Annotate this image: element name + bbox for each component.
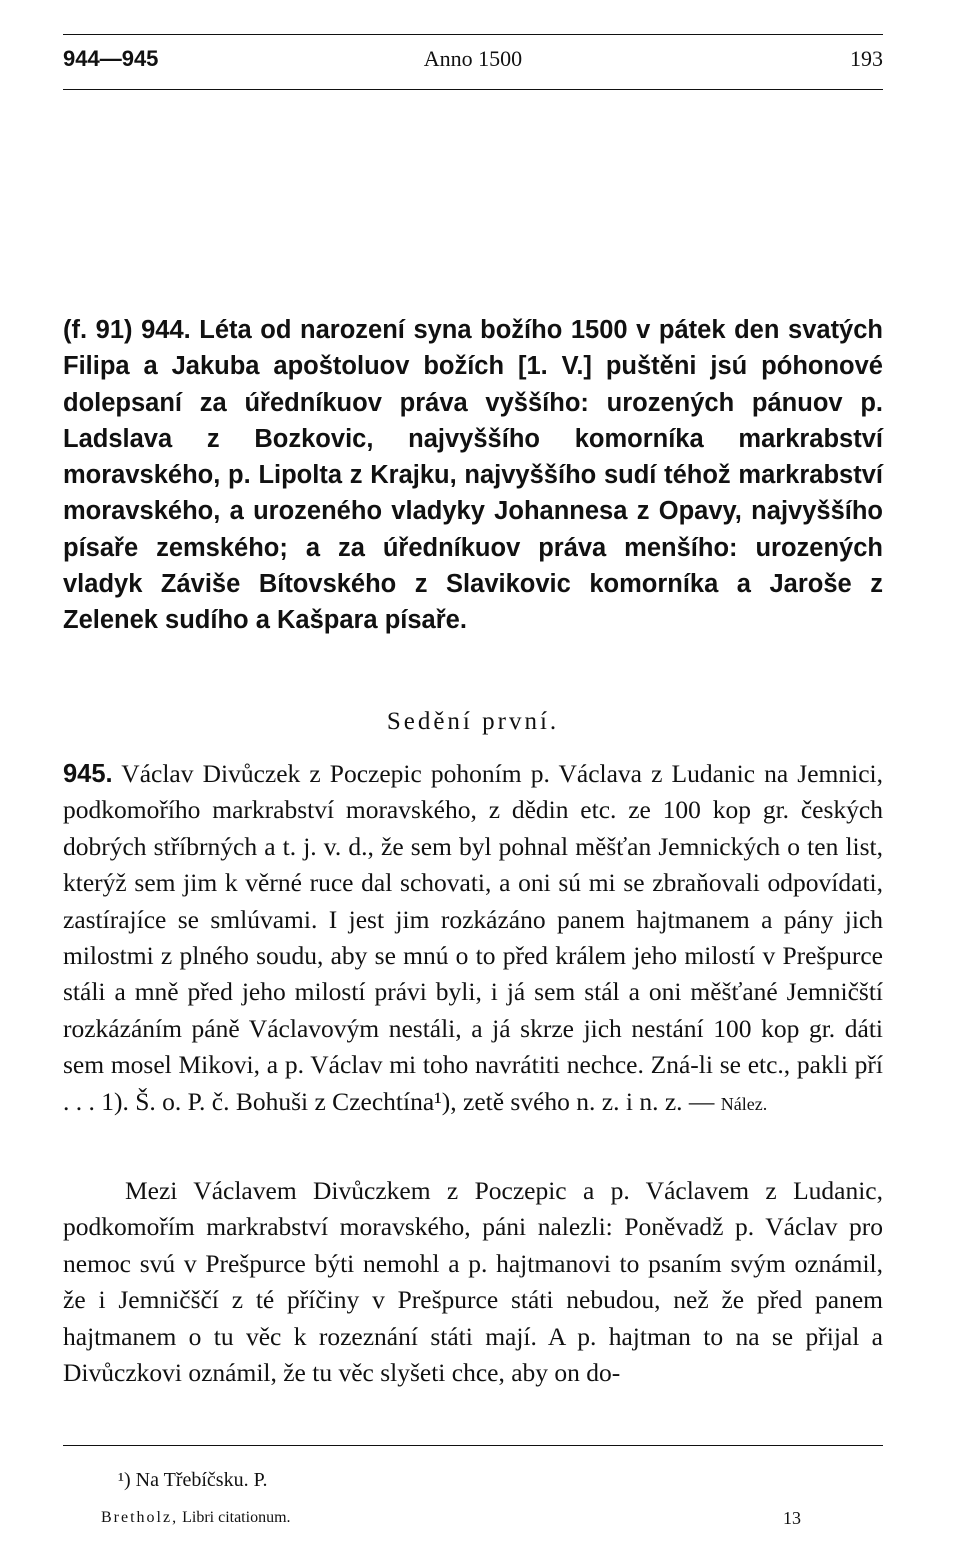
section-heading: Sedění první. <box>386 708 560 735</box>
footer-author: Bretholz, <box>101 1509 179 1526</box>
footnote: ¹) Na Třebíčsku. P. <box>118 1469 268 1491</box>
entry-945-ruling-paragraph: Mezi Václavem Divůczkem z Poczepic a p. Václavem z Ludanic, podkomořím markrabství moravského, páni nalezli: Poněvadž p. Václav pro nemoc svú v Prešpurce býti nemohl a p. hajtmanovi to psaním svým oznámil, že i Jemničščí z té příčiny v Prešpurce státi nebudou, než že před panem hajtmanem o tu věc k rozeznání státi mají. A p. hajtman to na se přijal a Divůczkovi oznámil, že tu věc slyšeti chce, aby on do- <box>63 1176 883 1388</box>
entry-945-number: 945. <box>63 760 113 788</box>
footer-title: Libri citationum. <box>182 1509 291 1526</box>
entry-945-paragraph <box>63 756 883 1122</box>
running-head <box>63 34 883 90</box>
entry-range: 944—945 <box>63 46 159 71</box>
entry-945-verdict-label: Nález. <box>720 1093 768 1114</box>
footer-source <box>101 1506 291 1530</box>
footnote-divider <box>63 1445 883 1446</box>
footer-signature: 13 <box>783 1508 801 1528</box>
entry-945-text: Václav Divůczek z Poczepic pohoním p. Václava z Ludanic na Jemnici, podkomořího markrabství moravského, z dědin etc. ze 100 kop gr. českých dobrých stříbrných a t. j. v. d., že sem byl pohnal měšťan Jemnických o ten list, kterýž sem jim k věrné ruce dal schovati, a oni sú mi se zbraňovali odpovídati, zastírajíce se smlúvami. I jest jim rozkázáno panem hajtmanem a pány jich milostmi z plného soudu, aby se mnú o to před králem jeho milostí v Prešpurce stáli a mně před jeho milostí právi byli, i já sem stál a oni měšťané Jemničští rozkázáním páně Václavovým nestáli, a já skrze jich nestání 100 kop gr. dáti sem mosel Mikovi, a p. Václav mi toho navrátiti nechce. Zná-li se etc., pakli pří . . . 1). Š. o. P. č. Bohuši z Czechtína¹), zetě svého n. z. i n. z. — <box>63 759 883 1116</box>
year-heading: Anno 1500 <box>423 46 523 71</box>
entry-944-paragraph: (f. 91) 944. Léta od narození syna božího 1500 v pátek den svatých Filipa a Jakuba apoštoluov božích [1. V.] puštěni jsú póhonové dolepsaní za úředníkuov práva vyššího: urozených pánuov p. Ladslava z Bozkovic, najvyššího komorníka markrabství moravského, p. Lipolta z Krajku, najvyššího sudí téhož markrabství moravského, a urozeného vladyky Johannesa z Opavy, najvyššího písaře zemského; a za úředníkuov práva menšího: urozených vladyk Záviše Bítovského z Slavikovic komorníka a Jaroše z Zelenek sudího a Kašpara písaře. <box>63 316 883 635</box>
page-number: 193 <box>850 46 883 71</box>
